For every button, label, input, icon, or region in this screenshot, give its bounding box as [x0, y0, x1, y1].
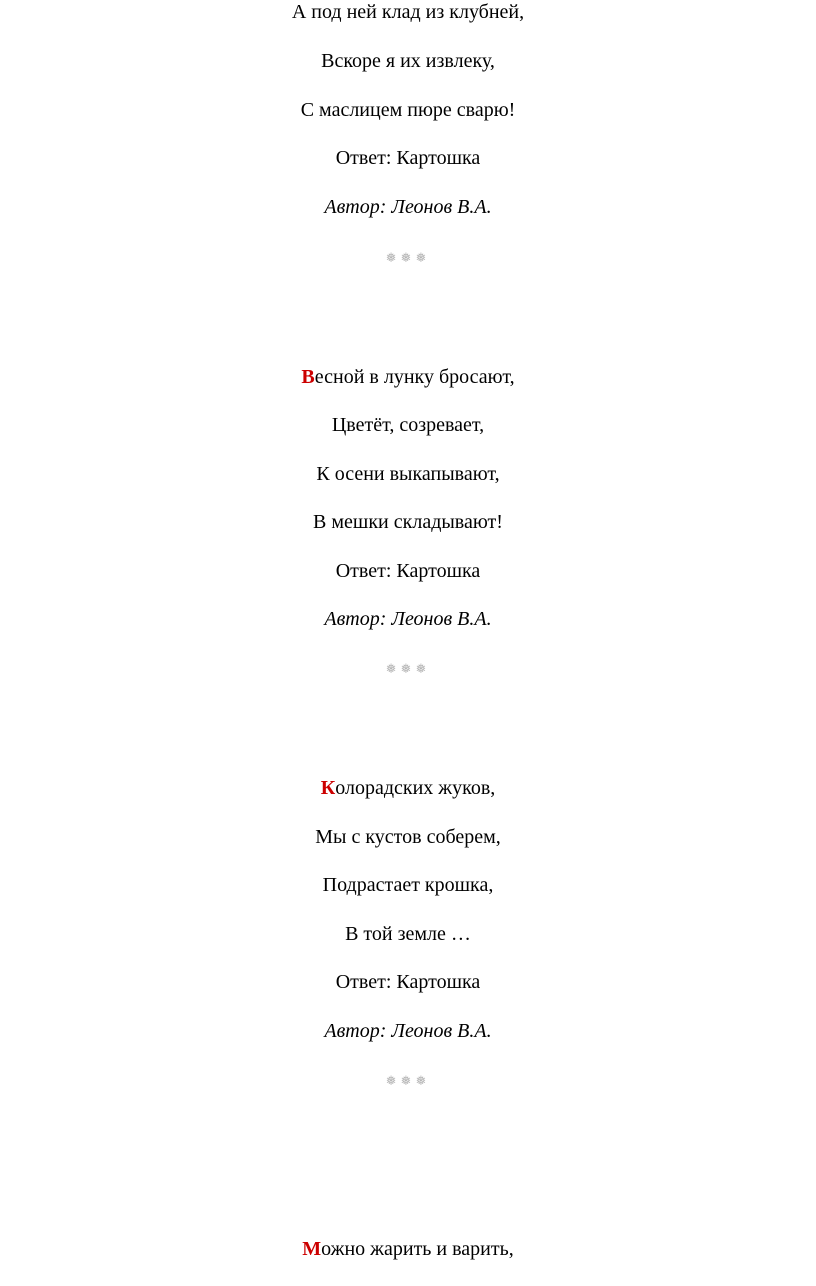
poem-line: Подрастает крошка,	[322, 874, 494, 896]
drop-cap-letter: В	[301, 366, 315, 388]
poem-line: Цветёт, созревает,	[331, 414, 485, 436]
author-line: Автор: Леонов В.А.	[324, 608, 492, 630]
answer-line: Ответ: Картошка	[335, 971, 481, 993]
answer-line: Ответ: Картошка	[335, 560, 481, 582]
poem-line: В той земле …	[345, 923, 471, 945]
poem-line: К осени выкапывают,	[316, 463, 500, 485]
poem-line: В мешки складывают!	[313, 511, 503, 533]
answer-line: Ответ: Картошка	[335, 147, 481, 169]
author-line: Автор: Леонов В.А.	[324, 1020, 492, 1042]
poem-line: А под ней клад из клубней,	[291, 1, 525, 23]
drop-cap-letter: К	[320, 777, 336, 799]
snowflake-separator-icon: ❅❅❅	[385, 251, 431, 266]
poem-first-line	[0, 1237, 816, 1261]
poem-first-line-rest: ожно жарить и варить,	[321, 1238, 514, 1260]
poem-first-line	[0, 776, 816, 800]
poem-line: Вскоре я их извлеку,	[321, 50, 495, 72]
poem-first-line	[0, 365, 816, 389]
drop-cap-letter: М	[302, 1238, 322, 1260]
poem-first-line-rest: есной в лунку бросают,	[314, 366, 515, 388]
snowflake-separator-icon: ❅❅❅	[385, 1074, 431, 1089]
poem-first-line-rest: олорадских жуков,	[335, 777, 496, 799]
poem-line: Мы с кустов соберем,	[315, 826, 501, 848]
author-line: Автор: Леонов В.А.	[324, 196, 492, 218]
snowflake-separator-icon: ❅❅❅	[385, 662, 431, 677]
poem-line: С маслицем пюре сварю!	[300, 99, 516, 121]
